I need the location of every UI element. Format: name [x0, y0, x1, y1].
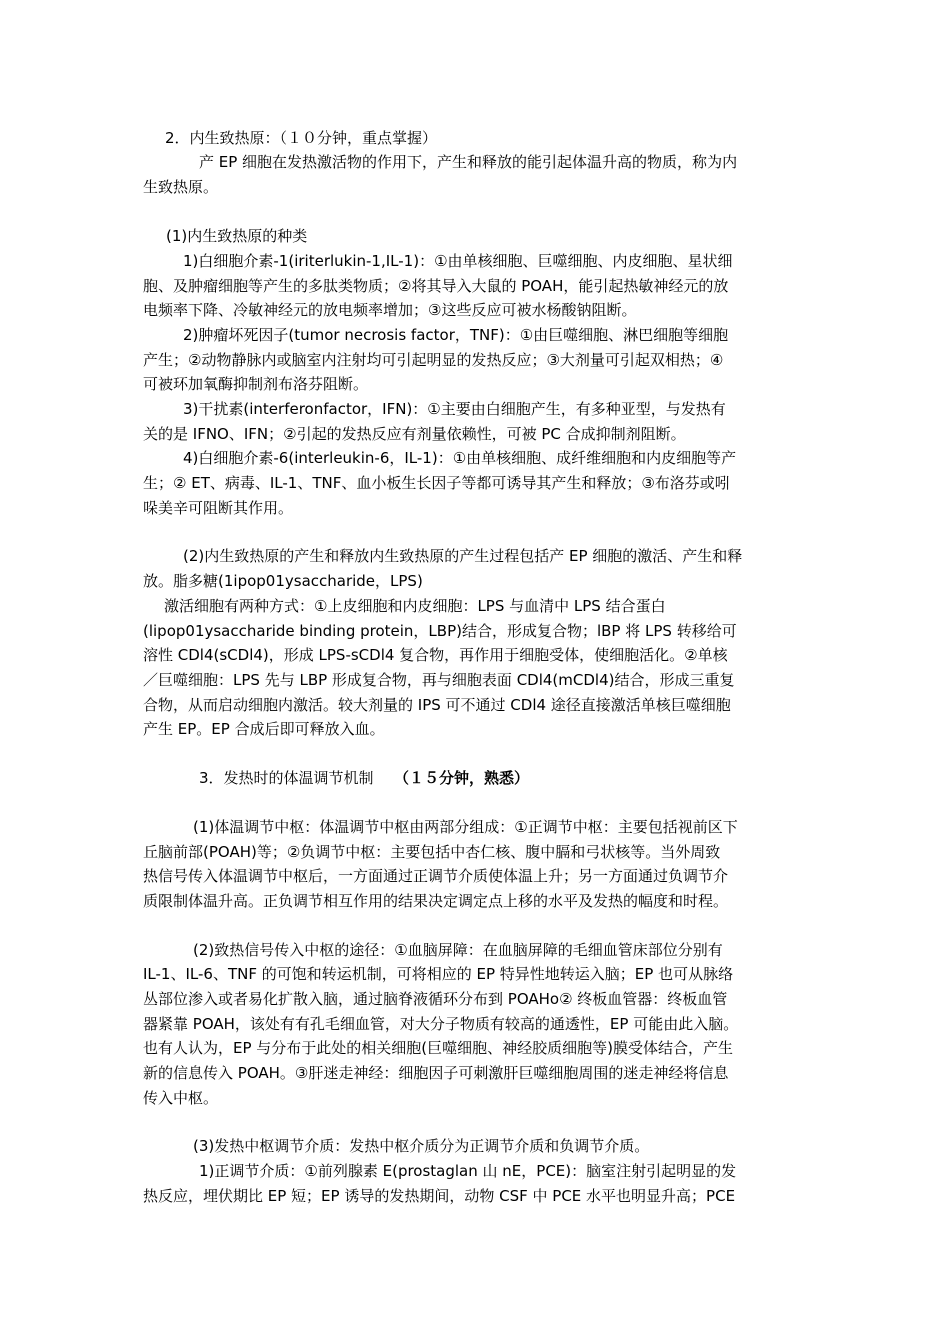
text-line: 生；② ET、病毒、IL-1、TNF、血小板生长因子等都可诱导其产生和释放；③布洛芬或吲 — [143, 474, 730, 492]
subsection-heading: (2)内生致热原的产生和释放内生致热原的产生过程包括产 EP 细胞的激活、产生和释 — [183, 547, 743, 565]
section-heading: 2．内生致热原：（１０分钟，重点掌握） — [165, 129, 438, 147]
text-line: (lipop01ysaccharide binding protein，LBP)结合，形成复合物；lBP 将 LPS 转移给可 — [143, 622, 737, 640]
text-line: 溶性 CDl4(sCDl4)，形成 LPS-sCDl4 复合物，再作用于细胞受体，使细胞活化。②单核 — [143, 646, 728, 664]
text-line: 激活细胞有两种方式：①上皮细胞和内皮细胞：LPS 与血清中 LPS 结合蛋白 — [164, 597, 666, 615]
text-line: 传入中枢。 — [143, 1089, 219, 1107]
text-line: 热信号传入体温调节中枢后，一方面通过正调节介质使体温上升；另一方面通过负调节介 — [143, 867, 729, 885]
text-line: 3)干扰素(interferonfactor，IFN)：①主要由白细胞产生，有多种亚型，与发热有 — [183, 400, 726, 418]
text-line: 器紧靠 POAH，该处有有孔毛细血管，对大分子物质有较高的通透性，EP 可能由此入脑。 — [143, 1015, 739, 1033]
text-line: 胞、及肿瘤细胞等产生的多肽类物质；②将其导入大鼠的 POAH，能引起热敏神经元的放 — [143, 277, 729, 295]
section-heading: 3．发热时的体温调节机制 — [199, 769, 374, 787]
text-line: 放。脂多糖(1ipop01ysaccharide，LPS) — [143, 572, 423, 590]
text-line: 哚美辛可阻断其作用。 — [143, 499, 294, 517]
section-heading-note: （１５分钟，熟悉） — [394, 769, 530, 787]
text-line: 丘脑前部(POAH)等；②负调节中枢：主要包括中杏仁核、腹中膈和弓状核等。当外周致 — [143, 843, 721, 861]
text-line: ／巨噬细胞：LPS 先与 LBP 形成复合物，再与细胞表面 CDl4(mCDl4)结合，形成三重复 — [143, 671, 735, 689]
text-line: 产生；②动物静脉内或脑室内注射均可引起明显的发热反应；③大剂量可引起双相热；④ — [143, 351, 724, 369]
text-line: 产生 EP。EP 合成后即可释放入血。 — [143, 720, 385, 738]
text-line: 丛部位渗入或者易化扩散入脑，通过脑脊液循环分布到 POAHo② 终板血管器：终板血管 — [143, 990, 728, 1008]
text-line: 4)白细胞介素-6(interleukin-6，IL-1)：①由单核细胞、成纤维细胞和内皮细胞等产 — [183, 449, 737, 467]
text-line: (1)体温调节中枢：体温调节中枢由两部分组成：①正调节中枢：主要包括视前区下 — [193, 818, 738, 836]
text-line: 可被环加氧酶抑制剂布洛芬阻断。 — [143, 375, 369, 393]
text-line: 新的信息传入 POAH。③肝迷走神经：细胞因子可刺激肝巨噬细胞周围的迷走神经将信息 — [143, 1064, 729, 1082]
text-line: IL-1、IL-6、TNF 的可饱和转运机制，可将相应的 EP 特异性地转运入脑；EP 也可从脉络 — [143, 965, 734, 983]
text-line: 1)正调节介质：①前列腺素 E(prostaglan 山 nE，PCE)：脑室注射引起明显的发 — [199, 1162, 737, 1180]
text-line: 关的是 IFNO、IFN；②引起的发热反应有剂量依赖性，可被 PC 合成抑制剂阻断。 — [143, 425, 686, 443]
text-line: (3)发热中枢调节介质：发热中枢介质分为正调节介质和负调节介质。 — [193, 1137, 650, 1155]
text-line: (2)致热信号传入中枢的途径：①血脑屏障：在血脑屏障的毛细血管床部位分别有 — [193, 941, 723, 959]
text-line: 热反应，埋伏期比 EP 短；EP 诱导的发热期间，动物 CSF 中 PCE 水平也明显升高；PCE — [143, 1187, 736, 1205]
text-line: 电频率下降、冷敏神经元的放电频率增加；③这些反应可被水杨酸钠阻断。 — [143, 301, 637, 319]
text-line: 合物，从而启动细胞内激活。较大剂量的 IPS 可不通过 CDl4 途径直接激活单核巨噬细胞 — [143, 696, 731, 714]
text-line: 质限制体温升高。正负调节相互作用的结果决定调定点上移的水平及发热的幅度和时程。 — [143, 892, 729, 910]
text-line: 2)肿瘤坏死因子(tumor necrosis factor，TNF)：①由巨噬细胞、淋巴细胞等细胞 — [183, 326, 729, 344]
text-line: 1)白细胞介素-1(iriterlukin-1,IL-1)：①由单核细胞、巨噬细胞、内皮细胞、星状细 — [183, 252, 733, 270]
text-line: 生致热原。 — [143, 178, 219, 196]
text-line: 也有人认为，EP 与分布于此处的相关细胞(巨噬细胞、神经胶质细胞等)膜受体结合，产生 — [143, 1039, 733, 1057]
text-line: 产 EP 细胞在发热激活物的作用下，产生和释放的能引起体温升高的物质，称为内 — [199, 153, 738, 171]
subsection-heading: (1)内生致热原的种类 — [166, 227, 308, 245]
